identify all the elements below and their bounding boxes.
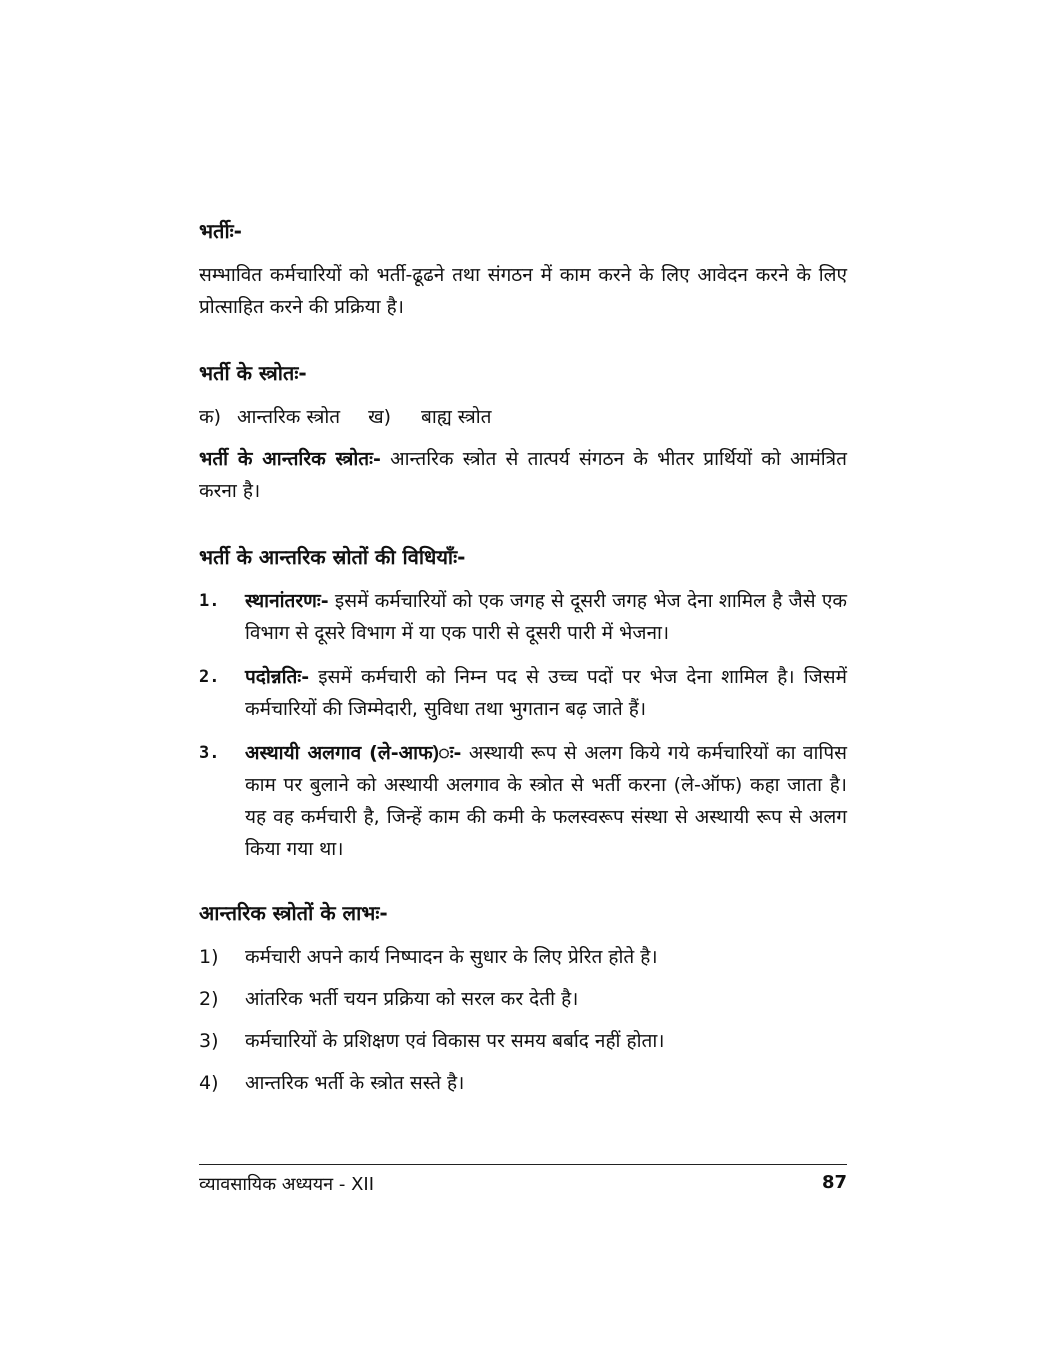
internal-sources-definition	[199, 443, 847, 507]
advantages-heading: आन्तरिक स्त्रोतों के लाभः-	[199, 901, 388, 925]
list-item	[199, 983, 847, 1015]
list-item	[199, 1025, 847, 1057]
list-item	[199, 737, 847, 865]
page-number: 87	[821, 1172, 847, 1193]
item-title: अस्थायी अलगाव (ले-आफ)ः-	[245, 742, 462, 764]
item-number: 3.	[199, 743, 220, 763]
item-number: 2)	[199, 988, 219, 1010]
item-body	[245, 585, 847, 649]
item-number: 4)	[199, 1072, 219, 1094]
internal-sources-title: भर्ती के आन्तरिक स्त्रोतः-	[199, 448, 381, 470]
item-title: पदोन्नतिः-	[245, 666, 310, 688]
list-item	[199, 661, 847, 725]
item-text: आन्तरिक भर्ती के स्त्रोत सस्ते है।	[245, 1072, 465, 1094]
item-text: इसमें कर्मचारी को निम्न पद से उच्च पदों पर भेज देना शामिल है। जिसमें कर्मचारियों की जिम्मेदारी, सुविधा तथा भुगतान बढ़ जाते हैं।	[245, 666, 847, 720]
item-number: 1.	[199, 591, 220, 611]
source-label: बाह्य स्त्रोत	[421, 406, 492, 428]
item-text: इसमें कर्मचारियों को एक जगह से दूसरी जगह भेज देना शामिल है जैसे एक विभाग से दूसरे विभाग में या एक पारी से दूसरी पारी में भेजना।	[245, 590, 847, 644]
item-body	[245, 661, 847, 725]
item-text: कर्मचारियों के प्रशिक्षण एवं विकास पर समय बर्बाद नहीं होता।	[245, 1030, 665, 1052]
item-body	[245, 737, 847, 865]
list-item	[199, 941, 847, 973]
list-item	[199, 1067, 847, 1099]
footer-title: व्यावसायिक अध्ययन - XII	[199, 1174, 375, 1195]
item-number: 1)	[199, 946, 219, 968]
item-text: कर्मचारी अपने कार्य निष्पादन के सुधार के लिए प्रेरित होते है।	[245, 946, 658, 968]
list-item	[199, 585, 847, 649]
item-title: स्थानांतरणः-	[245, 590, 329, 612]
item-text: आंतरिक भर्ती चयन प्रक्रिया को सरल कर देती है।	[245, 988, 579, 1010]
recruitment-heading: भर्तीः-	[199, 219, 242, 243]
page-content	[199, 215, 847, 1109]
item-number: 3)	[199, 1030, 219, 1052]
recruitment-definition: सम्भावित कर्मचारियों को भर्ती-ढूढने तथा संगठन में काम करने के लिए आवेदन करने के लिए प्रोत्साहित करने की प्रक्रिया है।	[199, 264, 847, 318]
source-marker: क)	[199, 406, 222, 428]
item-text: अस्थायी रूप से अलग किये गये कर्मचारियों का वापिस काम पर बुलाने को अस्थायी अलगाव के स्त्रोत से भर्ती करना (ले-ऑफ) कहा जाता है। यह वह कर्मचारी है, जिन्हें काम की कमी के फलस्वरूप संस्था से अस्थायी रूप से अलग किया गया था।	[245, 742, 847, 860]
source-label: आन्तरिक स्त्रोत	[237, 406, 341, 428]
internal-methods-heading: भर्ती के आन्तरिक स्रोतों की विधियाँः-	[199, 545, 466, 569]
item-number: 2.	[199, 667, 220, 687]
internal-sources-text: आन्तरिक स्त्रोत से तात्पर्य संगठन के भीतर प्रार्थियों को आमंत्रित करना है।	[199, 448, 847, 502]
sources-heading: भर्ती के स्त्रोतः-	[199, 361, 307, 385]
footer-divider	[199, 1164, 847, 1165]
sources-list	[199, 401, 847, 433]
source-marker: ख)	[368, 406, 392, 428]
